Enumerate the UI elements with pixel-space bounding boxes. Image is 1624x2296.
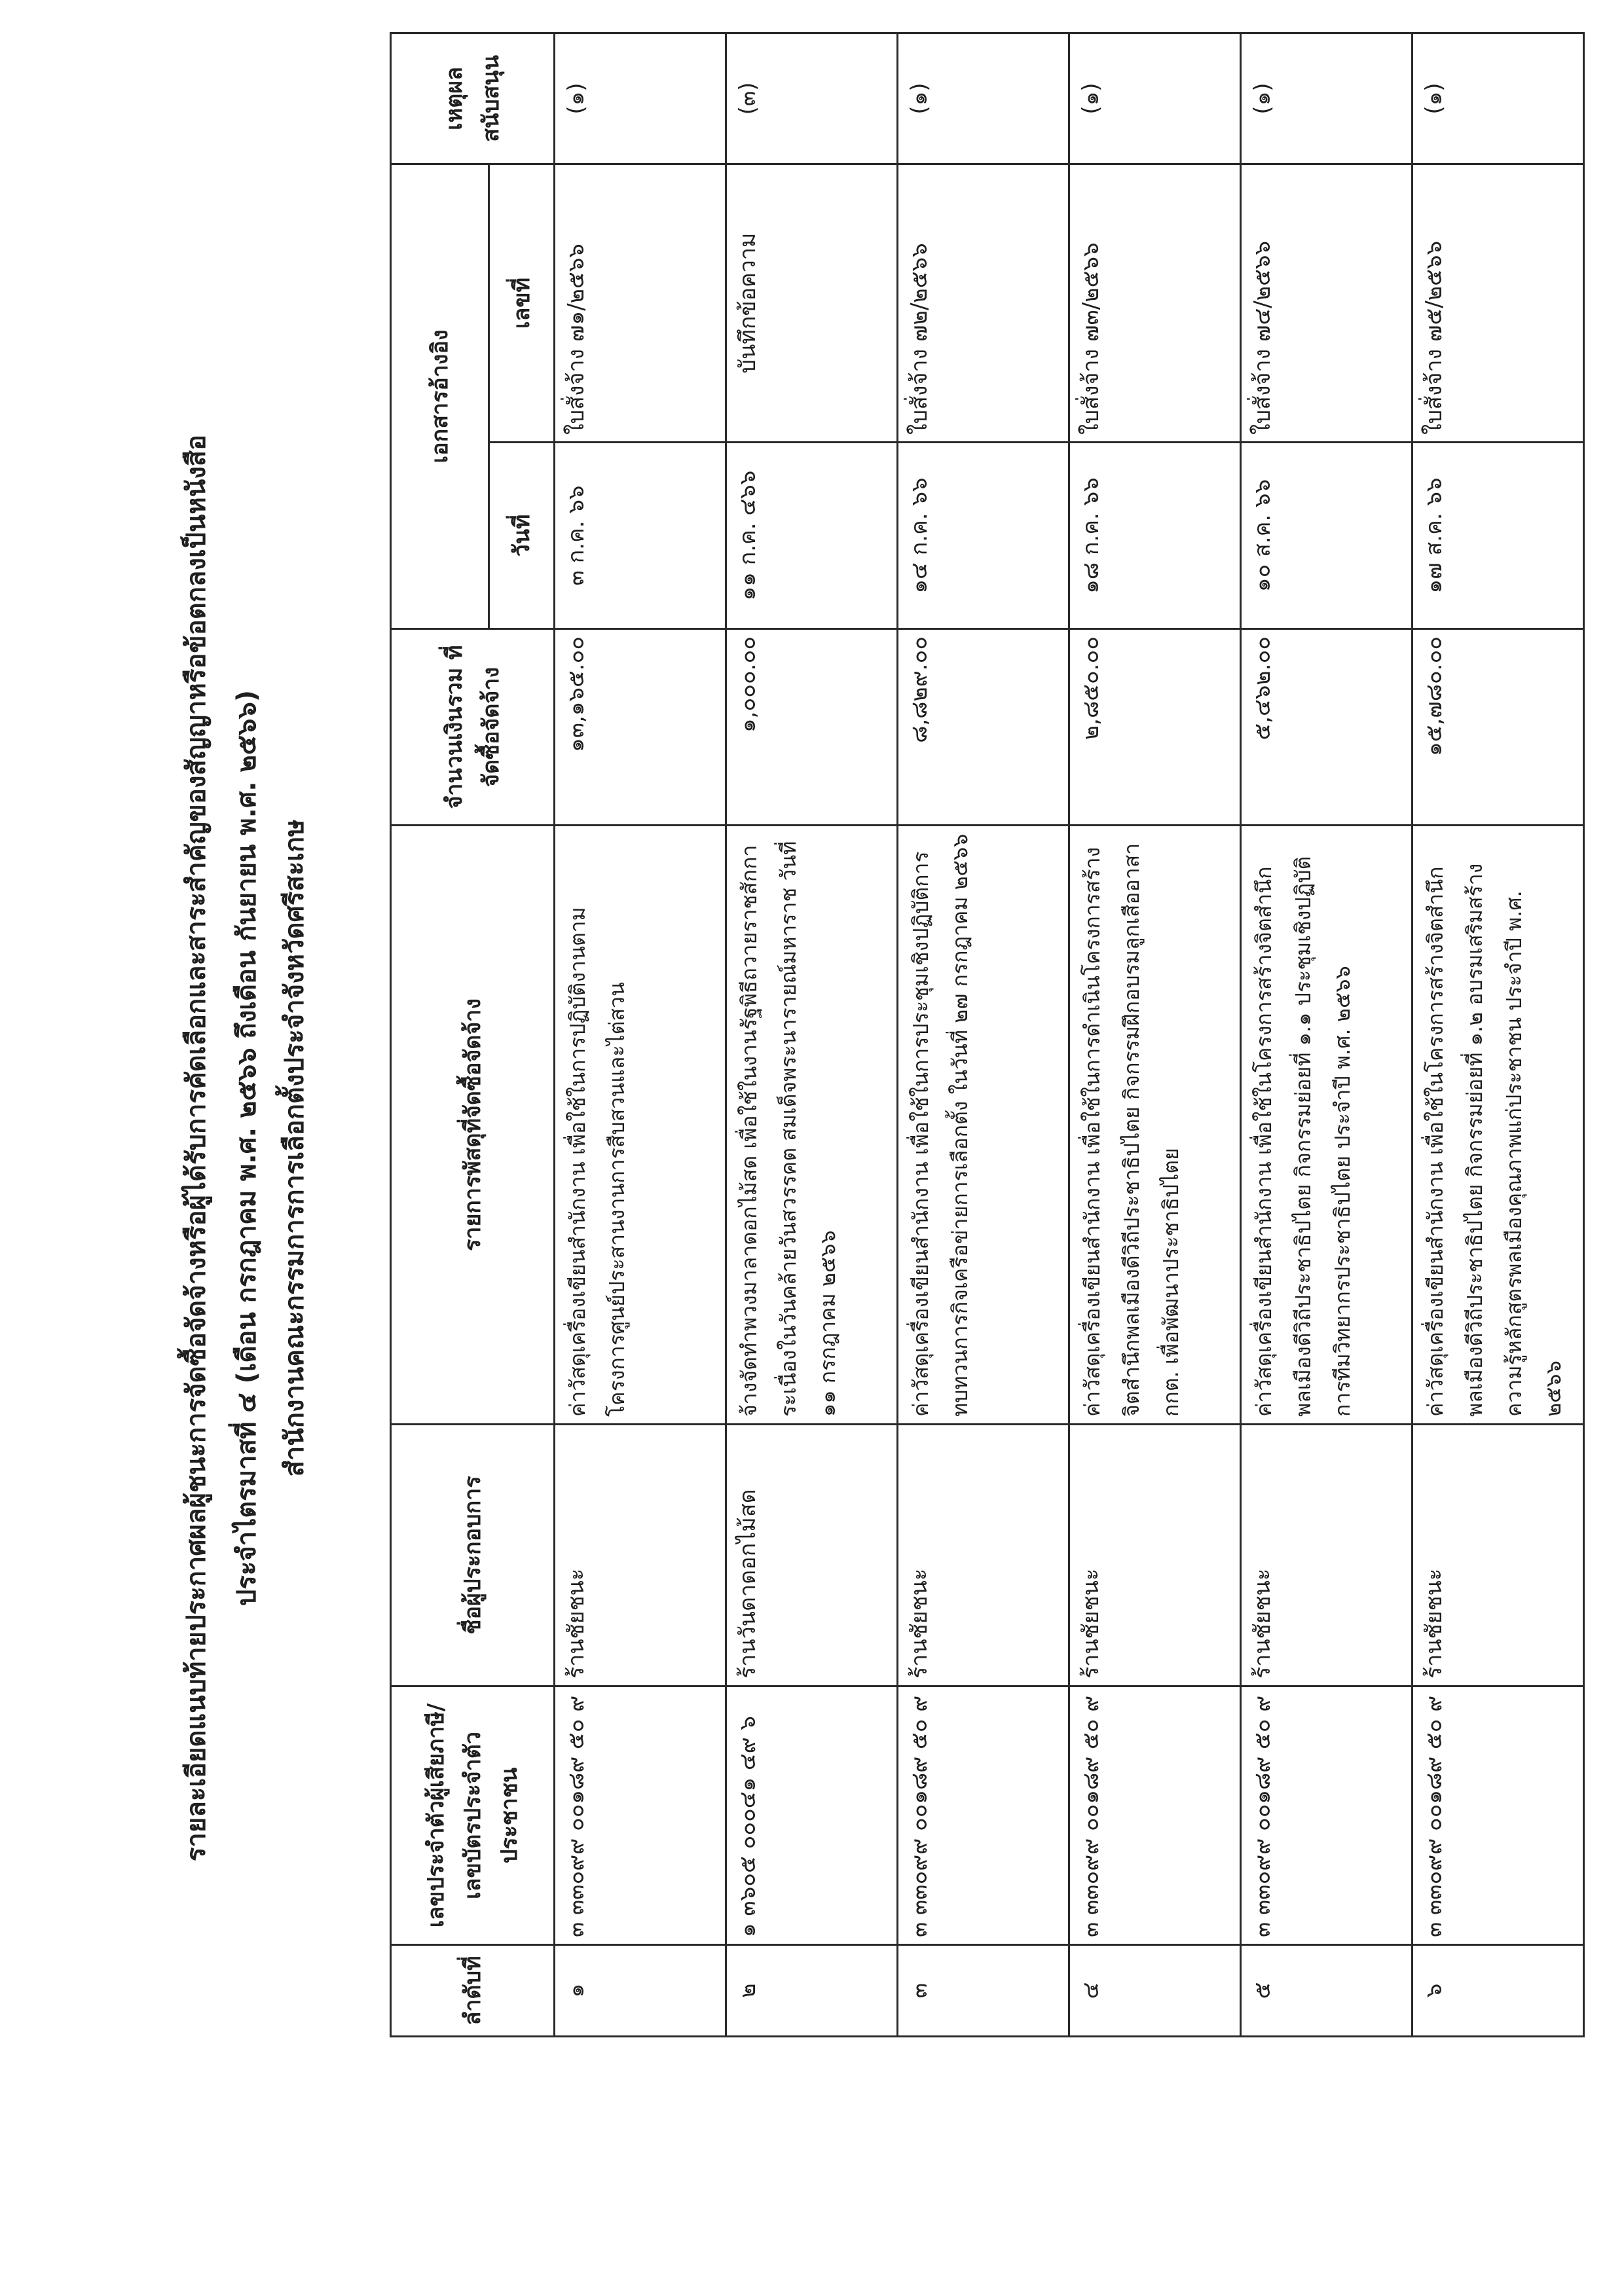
cell-reason: (๑) [1241,33,1412,164]
cell-seq: ๑ [555,1945,726,2037]
cell-tax-id: ๑ ๓๖๐๕ ๐๐๐๔๑ ๔๙ ๖ [726,1686,898,1945]
cell-amount: ๑,๐๐๐.๐๐ [726,629,898,826]
cell-seq: ๓ [898,1945,1069,2037]
header-reason: เหตุผล สนับสนุน [391,33,555,164]
cell-ref-no: ใบสั่งจ้าง ๗๕/๒๕๖๖ [1412,164,1584,443]
cell-seq: ๒ [726,1945,898,2037]
cell-tax-id: ๓ ๓๓๐๙๙ ๐๐๑๘๙ ๕๐ ๙ [555,1686,726,1945]
cell-items: ค่าวัสดุเครื่องเขียนสำนักงาน เพื่อใช้ในโครงการสร้างจิตสำนึกพลเมืองดีวิถีประชาธิปไตย กิจกรรมย่อยที่ ๑.๒ อบรมเสริมสร้างความรู้หลักสูตรพลเมืองคุณภาพแก่ประชาชน ประจำปี พ.ศ. ๒๕๖๖ [1412,826,1584,1425]
header-items: รายการพัสดุที่จัดซื้อจัดจ้าง [391,826,555,1425]
cell-items: ค่าวัสดุเครื่องเขียนสำนักงาน เพื่อใช้ในการดำเนินโครงการสร้างจิตสำนึกพลเมืองดีวิถีประชาธิปไตย กิจกรรมฝึกอบรมลูกเสืออาสา กกต. เพื่อพัฒนาประชาธิปไตย [1069,826,1241,1425]
cell-vendor: ร้านชัยชนะ [1069,1425,1241,1686]
cell-items: ค่าวัสดุเครื่องเขียนสำนักงาน เพื่อใช้ในโครงการสร้างจิตสำนึกพลเมืองดีวิถีประชาธิปไตย กิจกรรมย่อยที่ ๑.๑ ประชุมเชิงปฏิบัติการทีมวิทยากรประชาธิปไตย ประจำปี พ.ศ. ๒๕๖๖ [1241,826,1412,1425]
header-vendor: ชื่อผู้ประกอบการ [391,1425,555,1686]
cell-ref-date: ๑๘ ก.ค. ๖๖ [1069,443,1241,629]
cell-seq: ๔ [1069,1945,1241,2037]
cell-reason: (๓) [726,33,898,164]
report-period: ประจำไตรมาสที่ ๔ (เดือน กรกฎาคม พ.ศ. ๒๕๖๖ ถึงเดือน กันยายน พ.ศ. ๒๕๖๖) [232,689,262,1607]
cell-ref-no: บันทึกข้อความ [726,164,898,443]
header-seq: ลำดับที่ [391,1945,555,2037]
header-ref-no: เลขที่ [489,164,555,443]
header-ref-date: วันที่ [489,443,555,629]
cell-items: ค่าวัสดุเครื่องเขียนสำนักงาน เพื่อใช้ในการประชุมเชิงปฏิบัติการทบทวนการกิจเครือข่ายการเลือกตั้ง ในวันที่ ๒๗ กรกฎาคม ๒๕๖๖ [898,826,1069,1425]
cell-vendor: ร้านชัยชนะ [898,1425,1069,1686]
table-row [898,33,1069,2037]
report-office: สำนักงานคณะกรรมการการเลือกตั้งประจำจังหวัดศรีสะเกษ [280,819,310,1477]
header-reference-doc: เอกสารอ้างอิง [391,164,489,629]
table-row [1412,33,1584,2037]
header-tax-id: เลขประจำตัวผู้เสียภาษี/ เลขบัตรประจำตัวประชาชน [391,1686,555,1945]
cell-ref-no: ใบสั่งจ้าง ๗๒/๒๕๖๖ [898,164,1069,443]
procurement-table [390,32,1585,2037]
cell-amount: ๘,๘๒๙.๐๐ [898,629,1069,826]
cell-vendor: ร้านชัยชนะ [555,1425,726,1686]
header-amount: จำนวนเงินรวม ที่จัดซื้อจัดจ้าง [391,629,555,826]
cell-reason: (๑) [898,33,1069,164]
cell-seq: ๖ [1412,1945,1584,2037]
cell-reason: (๑) [555,33,726,164]
cell-amount: ๑๕,๗๘๐.๐๐ [1412,629,1584,826]
cell-ref-date: ๑๐ ส.ค. ๖๖ [1241,443,1412,629]
cell-tax-id: ๓ ๓๓๐๙๙ ๐๐๑๘๙ ๕๐ ๙ [1069,1686,1241,1945]
cell-items: จ้างจัดทำพวงมาลาดอกไม้สด เพื่อใช้ในงานรัฐพิธีถวายราชสักการะเนื่องในวันคล้ายวันสวรรคต สมเด็จพระนารายณ์มหาราช วันที่ ๑๑ กรกฎาคม ๒๕๖๖ [726,826,898,1425]
cell-vendor: ร้านวันดาดอกไม้สด [726,1425,898,1686]
cell-amount: ๕,๔๖๒.๐๐ [1241,629,1412,826]
table-row [555,33,726,2037]
cell-amount: ๑๓,๑๖๕.๐๐ [555,629,726,826]
table-row [726,33,898,2037]
cell-amount: ๒,๘๕๐.๐๐ [1069,629,1241,826]
cell-ref-no: ใบสั่งจ้าง ๗๔/๒๕๖๖ [1241,164,1412,443]
table-row [1069,33,1241,2037]
cell-ref-date: ๓ ก.ค. ๖๖ [555,443,726,629]
cell-ref-no: ใบสั่งจ้าง ๗๓/๒๕๖๖ [1069,164,1241,443]
cell-reason: (๑) [1069,33,1241,164]
cell-ref-date: ๑๗ ส.ค. ๖๖ [1412,443,1584,629]
cell-ref-no: ใบสั่งจ้าง ๗๑/๒๕๖๖ [555,164,726,443]
cell-tax-id: ๓ ๓๓๐๙๙ ๐๐๑๘๙ ๕๐ ๙ [898,1686,1069,1945]
cell-reason: (๑) [1412,33,1584,164]
cell-vendor: ร้านชัยชนะ [1412,1425,1584,1686]
cell-items: ค่าวัสดุเครื่องเขียนสำนักงาน เพื่อใช้ในการปฏิบัติงานตามโครงการศูนย์ประสานงานการสืบสวนและไต่สวน [555,826,726,1425]
report-title: รายละเอียดแนบท้ายประกาศผลผู้ชนะการจัดซื้อจัดจ้างหรือผู้ได้รับการคัดเลือกและสาระสำคัญของสัญญาหรือข้อตกลงเป็นหนังสือ [181,434,212,1862]
cell-tax-id: ๓ ๓๓๐๙๙ ๐๐๑๘๙ ๕๐ ๙ [1412,1686,1584,1945]
table-row [1241,33,1412,2037]
cell-ref-date: ๑๑ ก.ค. ๔๖๖ [726,443,898,629]
cell-ref-date: ๑๔ ก.ค. ๖๖ [898,443,1069,629]
cell-vendor: ร้านชัยชนะ [1241,1425,1412,1686]
cell-seq: ๕ [1241,1945,1412,2037]
cell-tax-id: ๓ ๓๓๐๙๙ ๐๐๑๘๙ ๕๐ ๙ [1241,1686,1412,1945]
